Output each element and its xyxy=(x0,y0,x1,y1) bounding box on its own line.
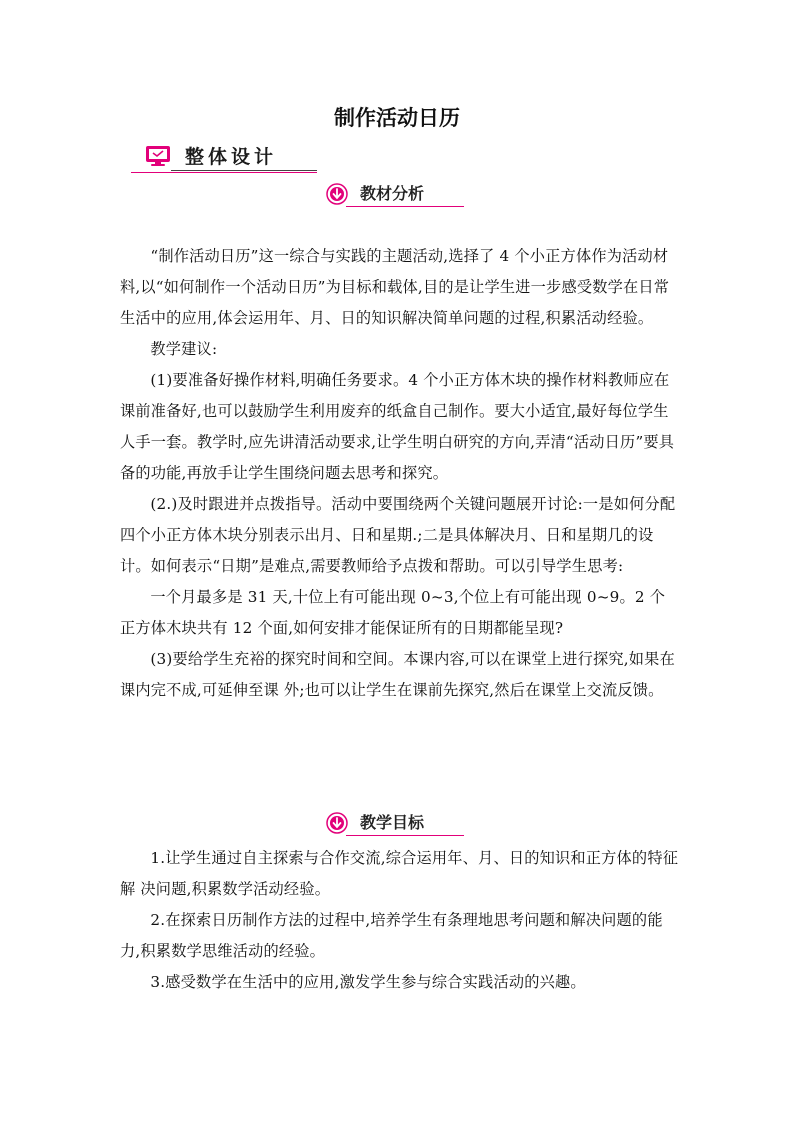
paragraph: 一个月最多是 31 天,十位上有可能出现 0~3,个位上有可能出现 0~9。2 个正方体木块共有 12 个面,如何安排才能保证所有的日期都能呈现? xyxy=(120,588,666,637)
goals-body xyxy=(120,843,680,998)
goals-header xyxy=(326,812,466,840)
analysis-heading: 教材分析 xyxy=(360,184,425,203)
paragraph: (2.)及时跟进并点拨指导。活动中要围绕两个关键问题展开讨论:一是如何分配四个小正方体木块分别表示出月、日和星期.;二是具体解决月、日和星期几的设计。如何表示“日期”是难点,需要教师给予点拨和帮助。可以引导学生思考: xyxy=(120,495,676,575)
paragraph: (1)要准备好操作材料,明确任务要求。4 个小正方体木块的操作材料教师应在课前准备好,也可以鼓励学生利用废弃的纸盒自己制作。要大小适宜,最好每位学生人手一套。教学时,应先讲清活动要求,让学生明白研究的方向,弄清“活动日历”要具备的功能,再放手让学生围绕问题去思考和探究。 xyxy=(120,371,675,482)
divider xyxy=(171,170,317,171)
analysis-header xyxy=(326,183,466,211)
monitor-icon xyxy=(145,145,171,167)
paragraph: 1.让学生通过自主探索与合作交流,综合运用年、月、日的知识和正方体的特征解 决问题,积累数学活动经验。 xyxy=(120,849,679,898)
section-title: 整体设计 xyxy=(185,146,278,168)
page-title: 制作活动日历 xyxy=(334,106,460,130)
divider xyxy=(346,206,464,207)
divider xyxy=(346,835,464,836)
divider xyxy=(131,172,317,173)
analysis-body xyxy=(120,241,680,706)
paragraph: 2.在探索日历制作方法的过程中,培养学生有条理地思考问题和解决问题的能力,积累数学思维活动的经验。 xyxy=(120,911,663,960)
down-arrow-circle-icon xyxy=(326,812,348,834)
section-header xyxy=(131,142,321,174)
paragraph: 教学建议: xyxy=(150,340,218,358)
paragraph: (3)要给学生充裕的探究时间和空间。本课内容,可以在课堂上进行探究,如果在课内完不成,可延伸至课 外;也可以让学生在课前先探究,然后在课堂上交流反馈。 xyxy=(120,650,675,699)
paragraph: “制作活动日历”这一综合与实践的主题活动,选择了 4 个小正方体作为活动材料,以“如何制作一个活动日历”为目标和载体,目的是让学生进一步感受数学在日常生活中的应用,体会运用年、月、日的知识解决简单问题的过程,积累活动经验。 xyxy=(120,247,670,327)
down-arrow-circle-icon xyxy=(326,183,348,205)
goals-heading: 教学目标 xyxy=(360,813,425,832)
paragraph: 3.感受数学在生活中的应用,激发学生参与综合实践活动的兴趣。 xyxy=(150,973,586,991)
